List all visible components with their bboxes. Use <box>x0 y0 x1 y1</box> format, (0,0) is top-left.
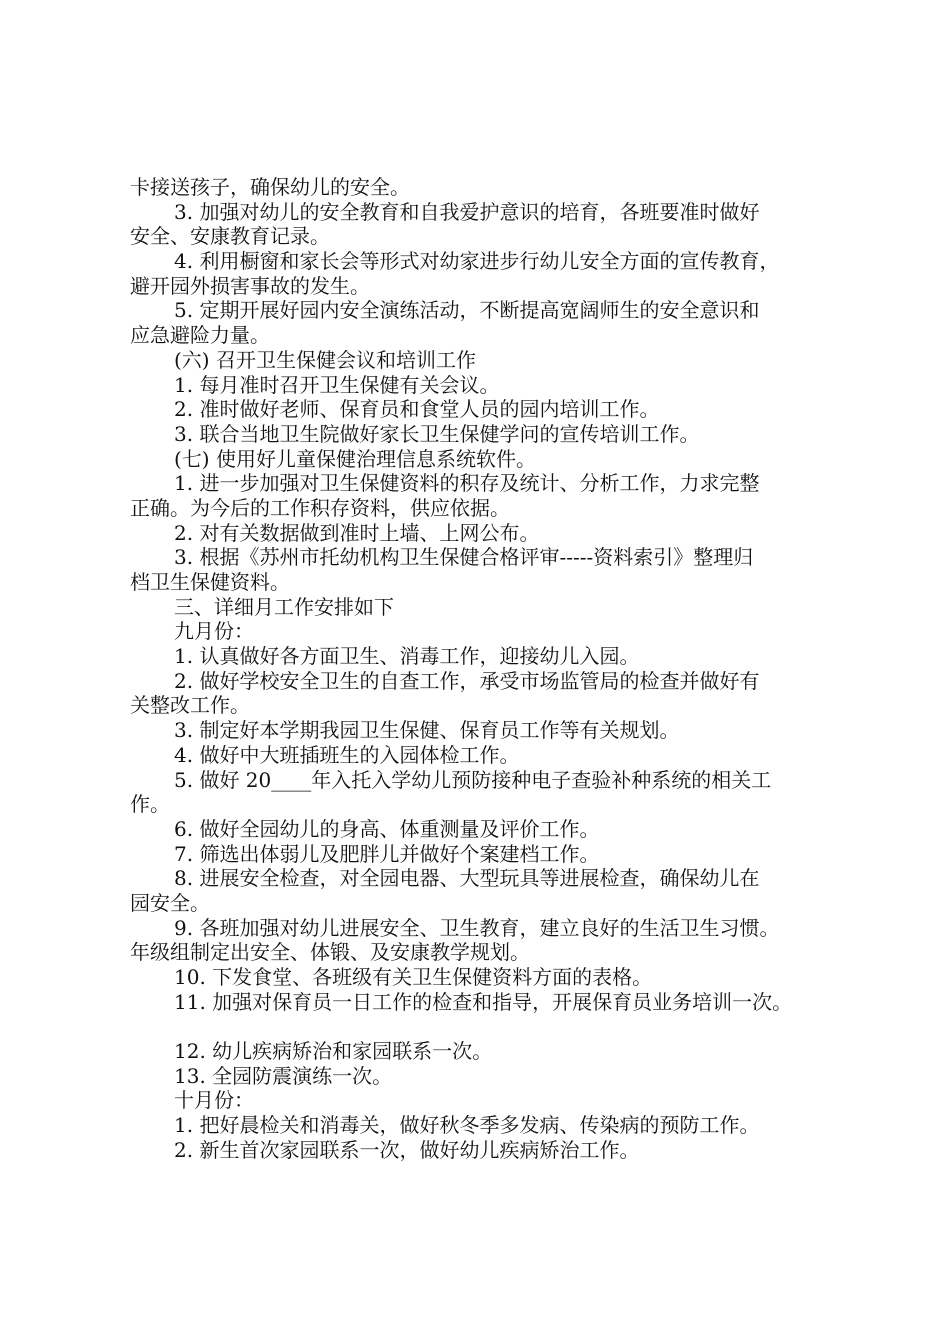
text-line: 3. 根据《苏州市托幼机构卫生保健合格评审-----资料索引》整理归 <box>174 545 754 570</box>
text-line: 8. 进展安全检查，对全园电器、大型玩具等进展检查，确保幼儿在 <box>174 866 760 891</box>
text-line: 园安全。 <box>130 890 210 915</box>
text-line: 6. 做好全园幼儿的身高、体重测量及评价工作。 <box>174 816 600 841</box>
text-line: 正确。为今后的工作积存资料，供应依据。 <box>130 495 510 520</box>
text-line: (六) 召开卫生保健会议和培训工作 <box>174 347 476 372</box>
text-line: 13. 全园防震演练一次。 <box>174 1063 393 1088</box>
text-line: 档卫生保健资料。 <box>130 570 290 594</box>
text-line: 3. 加强对幼儿的安全教育和自我爱护意识的培育，各班要准时做好 <box>174 199 760 224</box>
text-line: 10. 下发食堂、各班级有关卫生保健资料方面的表格。 <box>174 965 653 989</box>
text-line: 2. 对有关数据做到准时上墙、上网公布。 <box>174 520 540 545</box>
text-line: (七) 使用好儿童保健治理信息系统软件。 <box>174 446 536 471</box>
text-line: 2. 准时做好老师、保育员和食堂人员的园内培训工作。 <box>174 397 660 422</box>
text-line: 1. 认真做好各方面卫生、消毒工作，迎接幼儿入园。 <box>174 644 640 669</box>
blank-line <box>130 1014 845 1039</box>
text-line: 年级组制定出安全、体锻、及安康教学规划。 <box>130 940 530 965</box>
text-line: 1. 进一步加强对卫生保健资料的积存及统计、分析工作，力求完整 <box>174 471 760 496</box>
text-line: 3. 联合当地卫生院做好家长卫生保健学问的宣传培训工作。 <box>174 421 700 446</box>
text-line: 十月份： <box>174 1088 254 1113</box>
text-line: 2. 做好学校安全卫生的自查工作，承受市场监管局的检查并做好有 <box>174 668 760 693</box>
text-line: 卡接送孩子，确保幼儿的安全。 <box>130 175 410 199</box>
text-line: 作。 <box>130 792 170 817</box>
text-line: 5. 做好 20____年入托入学幼儿预防接种电子查验补种系统的相关工 <box>174 767 772 792</box>
text-line: 九月份： <box>174 619 254 644</box>
text-line: 9. 各班加强对幼儿进展安全、卫生教育，建立良好的生活卫生习惯。 <box>174 915 780 940</box>
text-line: 12. 幼儿疾病矫治和家园联系一次。 <box>174 1039 493 1064</box>
text-line: 1. 把好晨检关和消毒关，做好秋冬季多发病、传染病的预防工作。 <box>174 1113 760 1138</box>
document-body <box>130 175 845 1163</box>
text-line: 5. 定期开展好园内安全演练活动，不断提高宽阔师生的安全意识和 <box>174 298 760 323</box>
text-line: 11. 加强对保育员一日工作的检查和指导，开展保育员业务培训一次。 <box>174 989 793 1014</box>
text-line: 7. 筛选出体弱儿及肥胖儿并做好个案建档工作。 <box>174 841 600 866</box>
text-line: 避开园外损害事故的发生。 <box>130 273 370 298</box>
text-line: 1. 每月准时召开卫生保健有关会议。 <box>174 372 500 397</box>
text-line: 4. 做好中大班插班生的入园体检工作。 <box>174 742 520 767</box>
text-line: 2. 新生首次家园联系一次，做好幼儿疾病矫治工作。 <box>174 1137 640 1162</box>
text-line: 3. 制定好本学期我园卫生保健、保育员工作等有关规划。 <box>174 718 680 743</box>
text-line: 应急避险力量。 <box>130 323 270 348</box>
text-line: 安全、安康教育记录。 <box>130 224 330 249</box>
text-line: 三、详细月工作安排如下 <box>174 594 394 619</box>
text-line: 4. 利用橱窗和家长会等形式对幼家进步行幼儿安全方面的宣传教育， <box>174 249 780 274</box>
text-line: 关整改工作。 <box>130 693 250 718</box>
